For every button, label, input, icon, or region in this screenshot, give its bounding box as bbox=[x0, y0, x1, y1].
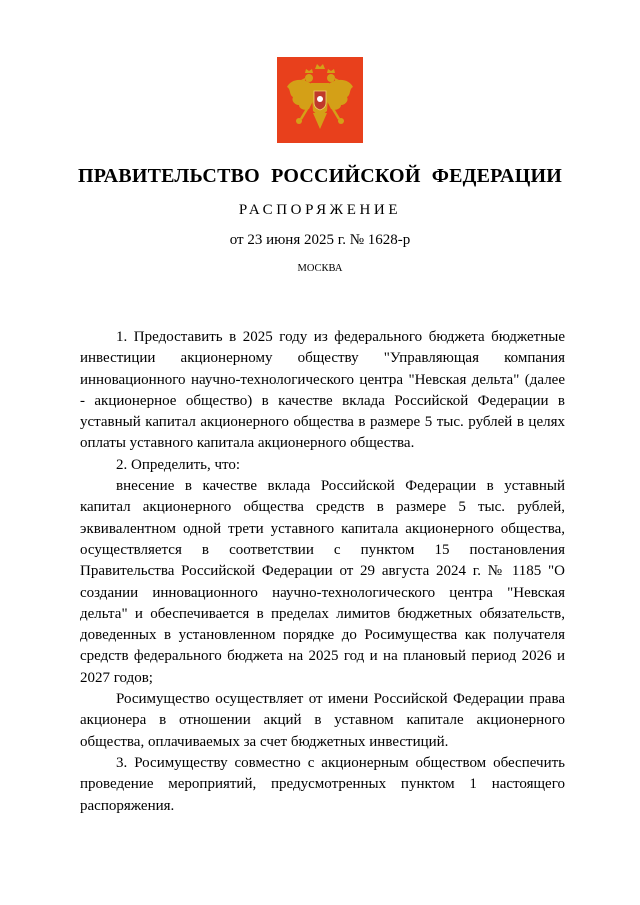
document-city: МОСКВА bbox=[297, 263, 343, 274]
document-type: РАСПОРЯЖЕНИЕ bbox=[238, 202, 402, 218]
paragraph-2-subitem-2: Росимущество осуществляет от имени Российской Федерации права акционера в отношении акций в уставном капитале акционерного общества, оплачиваемых за счет бюджетных инвестиций. bbox=[80, 691, 565, 750]
paragraph-2-subitem-1: внесение в качестве вклада Российской Федерации в уставный капитал акционерного общества средств в размере 5 тыс. рублей, эквивалентном одной трети уставного капитала акционерного общества, осуществляется в соответствии с пунктом 15 постановления Правительства Российской Федерации от 29 августа 2024 г. № 1185 "О создании инновационного научно-технологического центра "Невская дельта" и обеспечивается в пределах лимитов бюджетных обязательств, доведенных в установленном порядке до Росимущества как получателя средств федерального бюджета на 2025 год и на плановый период 2026 и 2027 годов; bbox=[80, 478, 565, 686]
paragraph-2: 2. Определить, что: bbox=[116, 456, 241, 473]
paragraph-3: 3. Росимуществу совместно с акционерным обществом обеспечить проведение мероприятий, предусмотренных пунктом 1 настоящего распоряжения. bbox=[80, 754, 565, 814]
coat-of-arms-emblem bbox=[277, 57, 363, 143]
double-headed-eagle-coat-of-arms-icon bbox=[277, 57, 363, 143]
government-title: ПРАВИТЕЛЬСТВО РОССИЙСКОЙ ФЕДЕРАЦИИ bbox=[78, 165, 562, 187]
document-body bbox=[80, 327, 565, 817]
paragraph-1: 1. Предоставить в 2025 году из федерального бюджета бюджетные инвестиции акционерному обществу "Управляющая компания инновационного научно-технологического центра "Невская дельта" (далее - акционерное общество) в качестве вклада Российской Федерации в уставный капитал акционерного общества в размере 5 тыс. рублей в целях оплаты уставного капитала акционерного общества. bbox=[80, 329, 565, 452]
document-date-number: от 23 июня 2025 г. № 1628-р bbox=[229, 232, 411, 248]
